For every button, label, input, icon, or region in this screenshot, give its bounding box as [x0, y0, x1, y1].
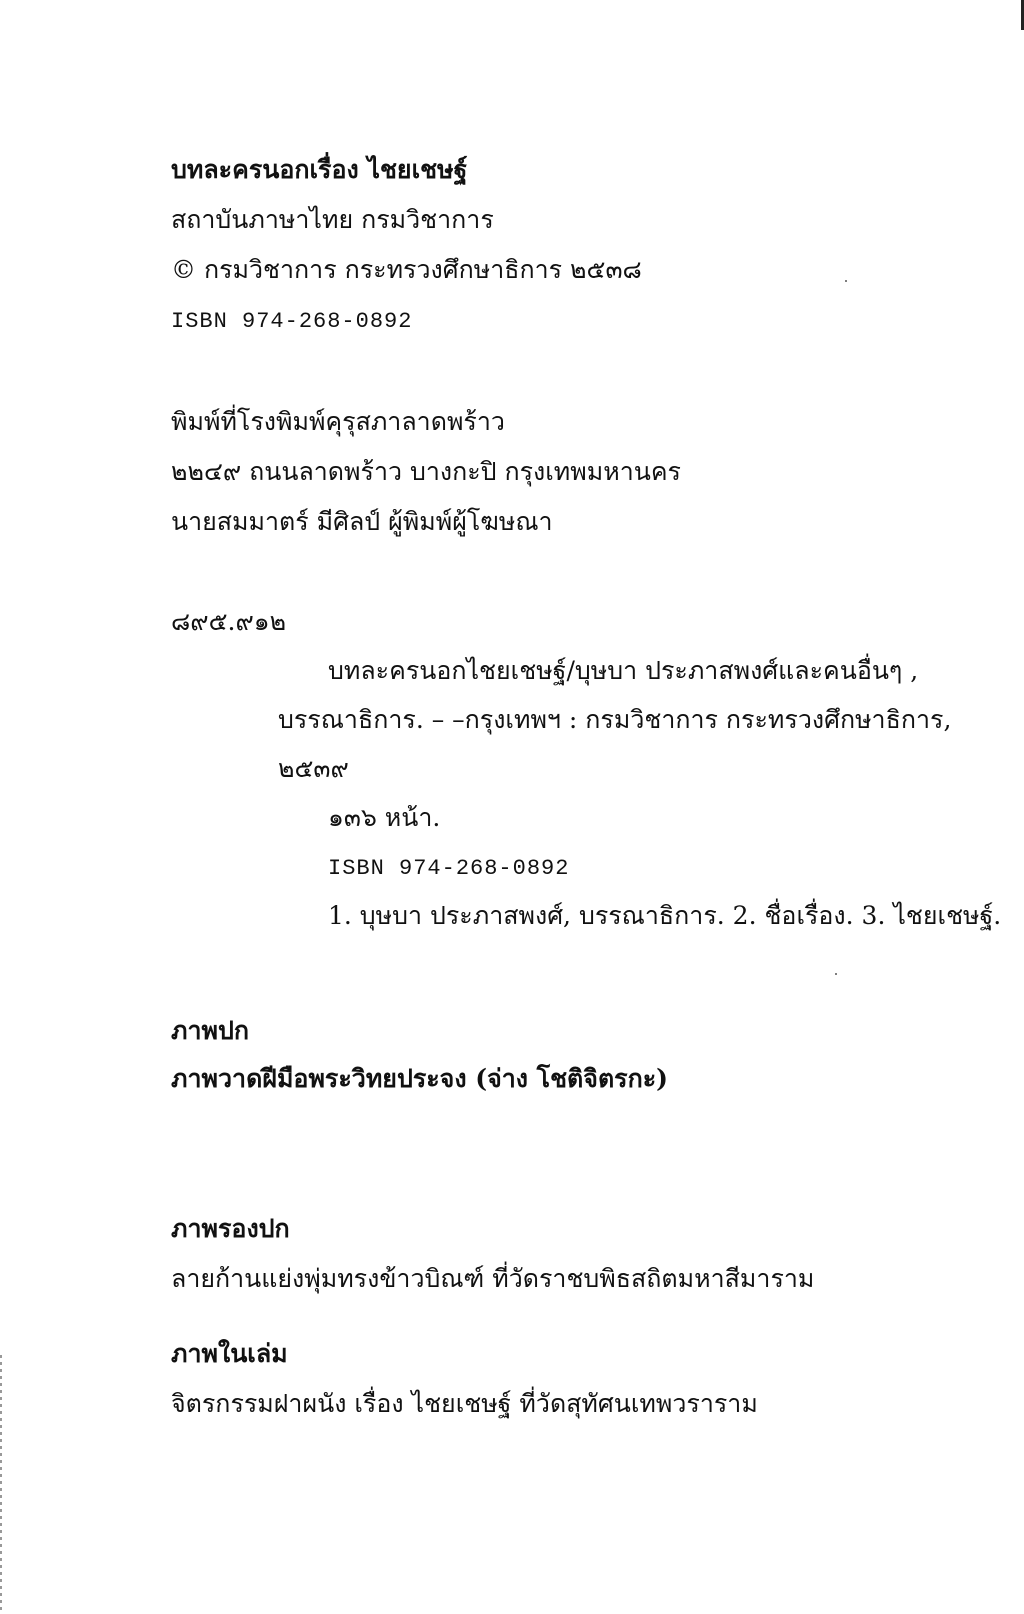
institute-line: สถาบันภาษาไทย กรมวิชาการ: [171, 205, 494, 234]
catalog-entry-line-2: บรรณาธิการ. – –กรุงเทพฯ : กรมวิชาการ กระทรวงศึกษาธิการ,: [278, 705, 952, 734]
inside-text: จิตรกรรมฝาผนัง เรื่อง ไชยเชษฐ์ ที่วัดสุทัศนเทพวราราม: [171, 1389, 758, 1418]
scan-speck: [835, 973, 837, 975]
cover-text: ภาพวาดฝีมือพระวิทยประจง (จ่าง โชติจิตรกะ): [171, 1064, 668, 1093]
scan-speck: [845, 280, 847, 282]
catalog-subjects: 1. บุษบา ประภาสพงศ์, บรรณาธิการ. 2. ชื่อเรื่อง. 3. ไชยเชษฐ์.: [328, 901, 1002, 930]
printer-line-1: พิมพ์ที่โรงพิมพ์คุรุสภาลาดพร้าว: [171, 407, 505, 436]
book-title: บทละครนอกเรื่อง ไชยเชษฐ์: [171, 155, 468, 184]
printer-line-3: นายสมมาตร์ มีศิลป์ ผู้พิมพ์ผู้โฆษณา: [171, 507, 553, 536]
catalog-entry-line-3: ๒๕๓๙: [278, 754, 349, 783]
catalog-pages: ๑๓๖ หน้า.: [328, 803, 441, 832]
inner-cover-text: ลายก้านแย่งพุ่มทรงข้าวบิณฑ์ ที่วัดราชบพิธสถิตมหาสีมาราม: [171, 1264, 815, 1293]
scan-edge-dots: [0, 1355, 2, 1614]
catalog-isbn: ISBN 974-268-0892: [328, 856, 570, 881]
cover-heading: ภาพปก: [171, 1016, 250, 1045]
copyright-line: © กรมวิชาการ กระทรวงศึกษาธิการ ๒๕๓๘: [171, 255, 642, 284]
inside-heading: ภาพในเล่ม: [171, 1339, 288, 1368]
printer-line-2: ๒๒๔๙ ถนนลาดพร้าว บางกะปิ กรุงเทพมหานคร: [171, 457, 681, 486]
catalog-entry-line-1: บทละครนอกไชยเชษฐ์/บุษบา ประภาสพงศ์และคนอื่นๆ ,: [328, 656, 919, 685]
isbn-line: ISBN 974-268-0892: [171, 309, 413, 334]
catalog-call-number: ๘๙๕.๙๑๒: [171, 607, 287, 636]
inner-cover-heading: ภาพรองปก: [171, 1214, 290, 1243]
